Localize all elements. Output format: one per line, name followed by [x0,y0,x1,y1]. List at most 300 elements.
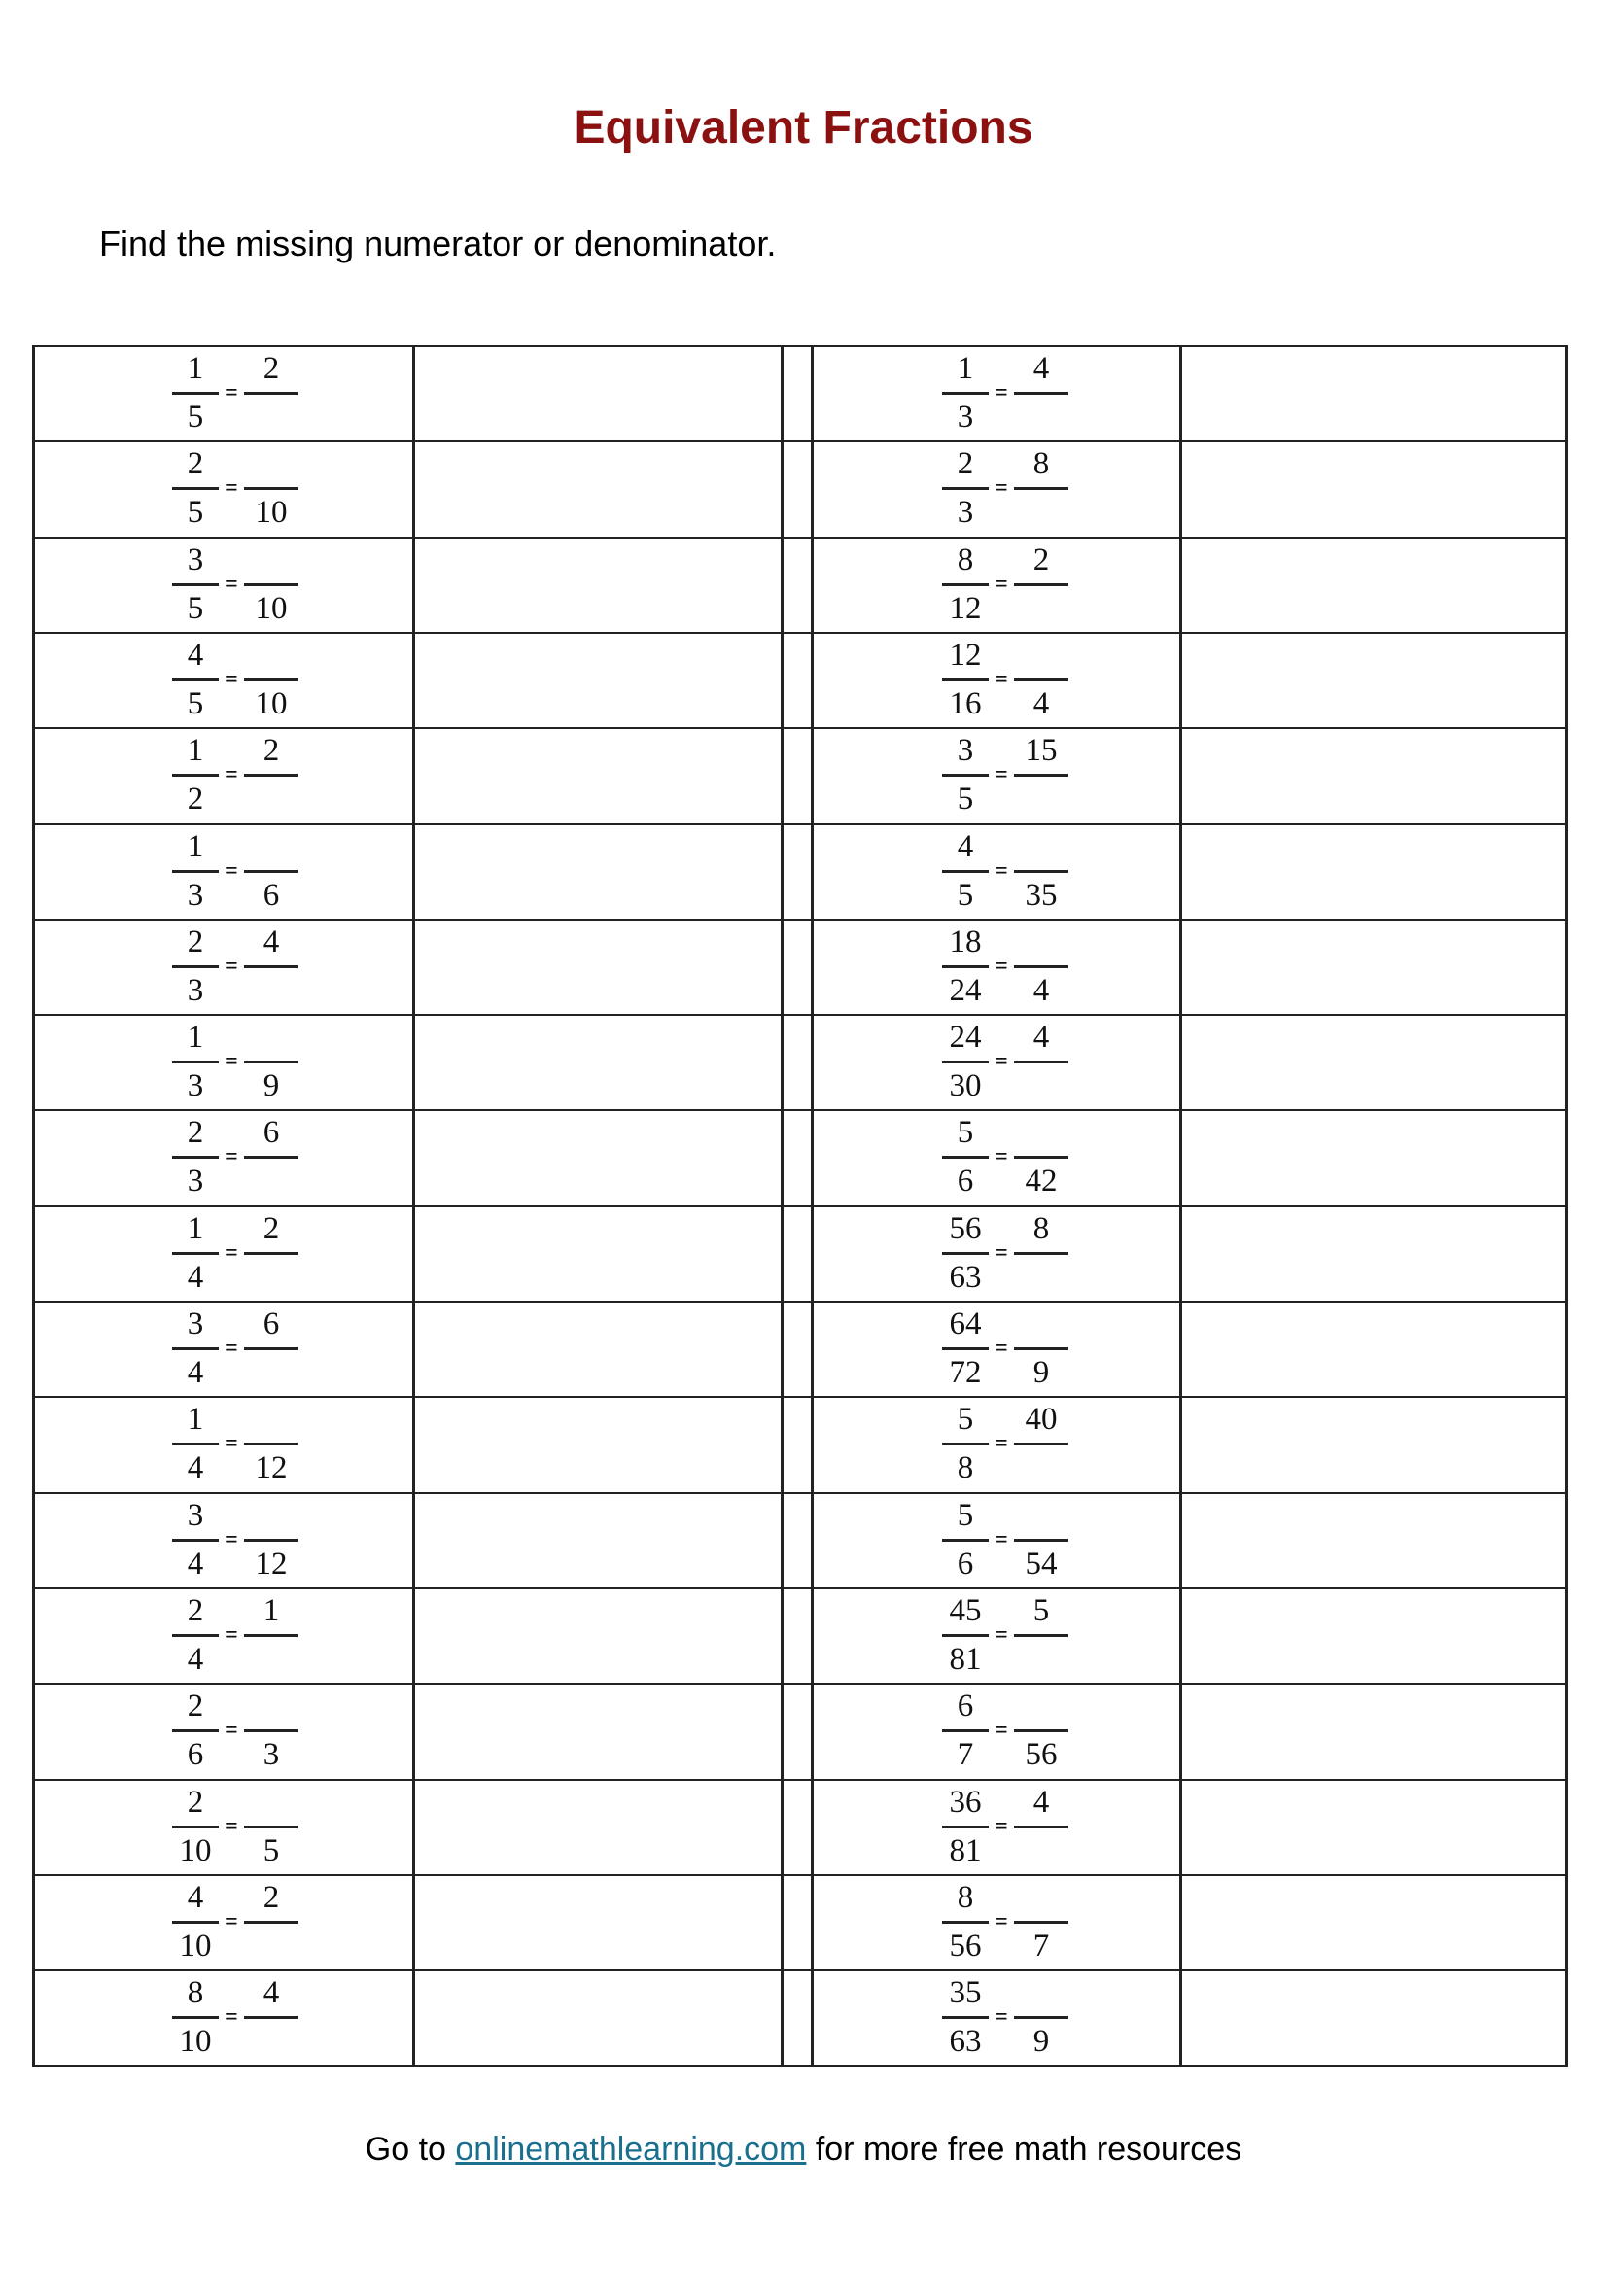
answer-cell[interactable] [416,1495,776,1584]
fraction-problem [940,1396,1086,1491]
given-fraction [940,1205,991,1301]
equals-sign: = [995,572,1008,597]
denominator: 5 [187,591,204,626]
fraction-bar [942,1921,989,1924]
answer-cell[interactable] [1183,1399,1543,1488]
numerator: 35 [949,1975,982,2010]
denominator: 5 [957,782,974,817]
given-fraction [940,632,991,727]
equivalent-fraction [242,823,300,919]
answer-cell[interactable] [416,1686,776,1775]
fraction-bar [172,1347,219,1350]
equivalent-fraction [1012,632,1070,727]
numerator: 2 [262,1880,280,1915]
denominator: 10 [179,1929,212,1964]
fraction-bar [1014,1156,1068,1159]
equals-sign: = [225,1049,238,1074]
fraction-bar [1014,678,1068,681]
fraction-bar [244,583,298,586]
answer-cell[interactable] [1183,348,1543,437]
numerator: 2 [187,1593,204,1628]
denominator: 10 [179,1833,212,1868]
fraction-bar [172,1443,219,1445]
given-fraction [170,1205,221,1301]
fraction-bar [1014,1634,1068,1637]
denominator: 24 [949,973,982,1008]
equivalent-fraction [1012,1683,1070,1778]
denominator: 5 [187,400,204,435]
given-fraction [170,1969,221,2065]
equals-sign: = [225,1909,238,1934]
numerator: 2 [1032,542,1050,577]
answer-cell[interactable] [416,1208,776,1298]
answer-cell[interactable] [1183,1112,1543,1201]
numerator: 3 [187,542,204,577]
fraction-problem [170,345,316,440]
answer-cell[interactable] [1183,1782,1543,1871]
fraction-bar [172,774,219,777]
given-fraction [940,1492,991,1587]
numerator [242,1785,300,1820]
numerator: 1 [187,829,204,864]
numerator: 6 [957,1688,974,1723]
equivalent-fraction [242,1492,300,1587]
answer-cell[interactable] [416,1017,776,1106]
fraction-bar [1014,1061,1068,1063]
equals-sign: = [225,475,238,501]
numerator: 4 [1032,1785,1050,1820]
numerator: 1 [957,351,974,386]
equals-sign: = [225,1144,238,1169]
denominator: 4 [1032,973,1050,1008]
fraction-problem [940,1969,1086,2065]
denominator: 12 [255,1450,288,1485]
answer-cell[interactable] [1183,539,1543,629]
equivalent-fraction [1012,537,1070,632]
answer-cell[interactable] [416,443,776,533]
fraction-bar [244,1347,298,1350]
equals-sign: = [225,954,238,979]
fraction-problem [170,1301,316,1396]
answer-cell[interactable] [1183,1590,1543,1680]
equals-sign: = [225,1622,238,1648]
numerator: 4 [1032,351,1050,386]
equals-sign: = [225,858,238,884]
equals-sign: = [225,1814,238,1839]
fraction-bar [172,870,219,873]
answer-cell[interactable] [1183,1686,1543,1775]
fraction-bar [1014,1347,1068,1350]
equivalent-fraction [242,727,300,822]
denominator [242,782,300,817]
numerator: 3 [187,1306,204,1341]
numerator: 2 [187,924,204,959]
fraction-problem [170,1969,316,2065]
fraction-bar [244,1156,298,1159]
fraction-bar [172,678,219,681]
denominator [242,1355,300,1390]
denominator: 5 [262,1833,280,1868]
given-fraction [940,919,991,1014]
denominator [1012,782,1070,817]
denominator: 56 [949,1929,982,1964]
answer-cell[interactable] [1183,1972,1543,2062]
numerator: 5 [957,1402,974,1437]
fraction-bar [942,965,989,968]
given-fraction [940,1301,991,1396]
numerator [1012,1498,1070,1533]
equivalent-fraction [242,440,300,536]
denominator: 2 [187,782,204,817]
numerator: 1 [187,1211,204,1246]
equivalent-fraction [242,537,300,632]
numerator [242,1402,300,1437]
answer-cell[interactable] [416,826,776,916]
numerator: 4 [187,1880,204,1915]
numerator: 56 [949,1211,982,1246]
fraction-problem [170,1492,316,1587]
equals-sign: = [995,1909,1008,1934]
equivalent-fraction [242,345,300,440]
fraction-problem [940,537,1086,632]
answer-cell[interactable] [416,1877,776,1966]
fraction-bar [172,1826,219,1828]
given-fraction [170,727,221,822]
fraction-bar [244,487,298,490]
answer-cell[interactable] [416,1399,776,1488]
equals-sign: = [225,762,238,787]
given-fraction [940,537,991,632]
numerator: 6 [262,1115,280,1150]
fraction-problem [940,1874,1086,1969]
denominator: 10 [179,2024,212,2059]
equals-sign: = [995,1049,1008,1074]
denominator: 4 [187,1642,204,1677]
numerator: 2 [957,446,974,481]
numerator: 4 [262,924,280,959]
denominator [242,1260,300,1295]
equivalent-fraction [242,1014,300,1109]
numerator: 45 [949,1593,982,1628]
equivalent-fraction [242,1587,300,1683]
fraction-bar [244,392,298,395]
answer-cell[interactable] [416,1972,776,2062]
numerator: 3 [957,733,974,768]
denominator: 8 [957,1450,974,1485]
numerator [1012,1115,1070,1150]
denominator: 81 [949,1833,982,1868]
equals-sign: = [995,2004,1008,2030]
answer-cell[interactable] [416,922,776,1011]
fraction-problem [170,727,316,822]
equals-sign: = [995,954,1008,979]
fraction-bar [244,1921,298,1924]
equals-sign: = [225,667,238,692]
denominator: 7 [957,1737,974,1772]
numerator: 40 [1025,1402,1058,1437]
numerator [242,1688,300,1723]
numerator [242,638,300,673]
problems-table [32,345,1568,2066]
fraction-bar [172,392,219,395]
denominator: 9 [1032,2024,1050,2059]
given-fraction [940,440,991,536]
answer-cell[interactable] [1183,1877,1543,1966]
denominator: 42 [1025,1164,1058,1199]
equals-sign: = [995,1431,1008,1456]
answer-cell[interactable] [1183,635,1543,724]
equivalent-fraction [1012,1587,1070,1683]
answer-cell[interactable] [416,539,776,629]
numerator [1012,924,1070,959]
denominator: 16 [949,686,982,721]
fraction-bar [942,1443,989,1445]
fraction-problem [170,1779,316,1874]
numerator [1012,1306,1070,1341]
fraction-bar [1014,487,1068,490]
denominator [1012,1642,1070,1677]
denominator: 56 [1025,1737,1058,1772]
equals-sign: = [225,1431,238,1456]
fraction-problem [170,1874,316,1969]
answer-cell[interactable] [1183,443,1543,533]
given-fraction [170,1109,221,1204]
denominator: 9 [262,1068,280,1103]
fraction-bar [942,1826,989,1828]
footer-prefix: Go to [365,2131,456,2168]
equals-sign: = [225,572,238,597]
equivalent-fraction [242,1779,300,1874]
numerator: 8 [1032,446,1050,481]
denominator: 6 [957,1547,974,1582]
equals-sign: = [995,1622,1008,1648]
denominator: 6 [187,1737,204,1772]
denominator: 6 [262,878,280,913]
answer-cell[interactable] [416,730,776,819]
equals-sign: = [225,1718,238,1743]
numerator: 2 [262,733,280,768]
numerator: 8 [1032,1211,1050,1246]
equivalent-fraction [1012,345,1070,440]
fraction-bar [244,870,298,873]
numerator: 24 [949,1020,982,1055]
fraction-problem [940,823,1086,919]
equivalent-fraction [1012,1205,1070,1301]
fraction-bar [244,2016,298,2019]
given-fraction [940,727,991,822]
denominator: 10 [255,591,288,626]
denominator: 4 [187,1355,204,1390]
equals-sign: = [995,1336,1008,1361]
given-fraction [170,537,221,632]
denominator: 63 [949,1260,982,1295]
equivalent-fraction [242,1683,300,1778]
equivalent-fraction [1012,1109,1070,1204]
denominator [1012,1833,1070,1868]
equals-sign: = [995,667,1008,692]
equals-sign: = [995,762,1008,787]
denominator: 3 [957,495,974,530]
given-fraction [940,345,991,440]
equivalent-fraction [242,1969,300,2065]
fraction-bar [244,1539,298,1542]
denominator [1012,400,1070,435]
equivalent-fraction [242,1205,300,1301]
denominator [1012,591,1070,626]
numerator [1012,1880,1070,1915]
fraction-bar [1014,965,1068,968]
fraction-bar [172,1156,219,1159]
fraction-problem [170,1587,316,1683]
denominator [242,2024,300,2059]
fraction-bar [1014,583,1068,586]
given-fraction [940,823,991,919]
numerator [1012,638,1070,673]
denominator [242,973,300,1008]
fraction-bar [1014,1252,1068,1255]
fraction-bar [172,1061,219,1063]
fraction-bar [942,392,989,395]
answer-cell[interactable] [1183,1304,1543,1393]
answer-cell[interactable] [1183,826,1543,916]
given-fraction [170,823,221,919]
answer-cell[interactable] [416,1590,776,1680]
given-fraction [940,1109,991,1204]
numerator: 4 [187,638,204,673]
denominator [1012,495,1070,530]
fraction-problem [940,1014,1086,1109]
denominator: 6 [957,1164,974,1199]
denominator [1012,1450,1070,1485]
answer-cell[interactable] [1183,922,1543,1011]
equivalent-fraction [1012,1492,1070,1587]
numerator: 2 [262,351,280,386]
given-fraction [170,1396,221,1491]
given-fraction [940,1969,991,2065]
equivalent-fraction [1012,1779,1070,1874]
numerator: 4 [262,1975,280,2010]
fraction-bar [1014,2016,1068,2019]
fraction-bar [244,965,298,968]
numerator [242,1498,300,1533]
denominator: 3 [187,1068,204,1103]
fraction-bar [942,487,989,490]
fraction-bar [942,1729,989,1732]
numerator [1012,1975,1070,2010]
footer-suffix: for more free math resources [806,2131,1242,2168]
answer-cell[interactable] [1183,1208,1543,1298]
given-fraction [940,1779,991,1874]
fraction-problem [170,823,316,919]
given-fraction [170,1492,221,1587]
answer-cell[interactable] [416,348,776,437]
answer-cell[interactable] [416,1112,776,1201]
fraction-bar [244,1061,298,1063]
numerator: 8 [957,542,974,577]
denominator: 54 [1025,1547,1058,1582]
equivalent-fraction [1012,1874,1070,1969]
numerator: 1 [187,733,204,768]
numerator: 2 [187,446,204,481]
equivalent-fraction [242,1874,300,1969]
answer-cell[interactable] [1183,1495,1543,1584]
fraction-bar [942,583,989,586]
fraction-bar [942,1156,989,1159]
denominator: 5 [187,495,204,530]
fraction-bar [172,2016,219,2019]
fraction-bar [942,1061,989,1063]
equals-sign: = [225,380,238,405]
answer-cell[interactable] [416,1782,776,1871]
fraction-bar [1014,774,1068,777]
numerator: 4 [957,829,974,864]
fraction-problem [170,440,316,536]
fraction-problem [940,919,1086,1014]
equals-sign: = [995,1814,1008,1839]
page-title: Equivalent Fractions [574,102,1033,154]
equivalent-fraction [242,1301,300,1396]
denominator [242,1642,300,1677]
fraction-bar [1014,870,1068,873]
equals-sign: = [225,2004,238,2030]
denominator: 35 [1025,878,1058,913]
fraction-bar [942,1252,989,1255]
footer-link[interactable]: onlinemathlearning.com [455,2131,807,2168]
denominator: 30 [949,1068,982,1103]
denominator: 63 [949,2024,982,2059]
given-fraction [170,1014,221,1109]
answer-cell[interactable] [416,1304,776,1393]
fraction-bar [942,1634,989,1637]
answer-cell[interactable] [1183,1017,1543,1106]
equals-sign: = [995,1240,1008,1266]
given-fraction [940,1014,991,1109]
given-fraction [170,440,221,536]
fraction-bar [172,583,219,586]
numerator [242,829,300,864]
equals-sign: = [995,858,1008,884]
fraction-problem [940,1779,1086,1874]
given-fraction [170,1301,221,1396]
numerator: 4 [1032,1020,1050,1055]
instructions: Find the missing numerator or denominator. [99,224,777,263]
denominator [242,1929,300,1964]
fraction-bar [942,1539,989,1542]
fraction-problem [170,1683,316,1778]
equivalent-fraction [1012,1396,1070,1491]
numerator: 1 [262,1593,280,1628]
fraction-problem [940,345,1086,440]
fraction-bar [172,1539,219,1542]
answer-cell[interactable] [416,635,776,724]
fraction-bar [172,1634,219,1637]
denominator: 72 [949,1355,982,1390]
numerator: 1 [187,1402,204,1437]
equivalent-fraction [1012,1014,1070,1109]
equivalent-fraction [242,1109,300,1204]
denominator: 3 [957,400,974,435]
answer-cell[interactable] [1183,730,1543,819]
numerator: 8 [187,1975,204,2010]
numerator [1012,829,1070,864]
equals-sign: = [225,1240,238,1266]
fraction-bar [172,965,219,968]
numerator: 5 [957,1498,974,1533]
numerator [242,542,300,577]
numerator: 36 [949,1785,982,1820]
fraction-bar [244,1826,298,1828]
fraction-bar [942,774,989,777]
